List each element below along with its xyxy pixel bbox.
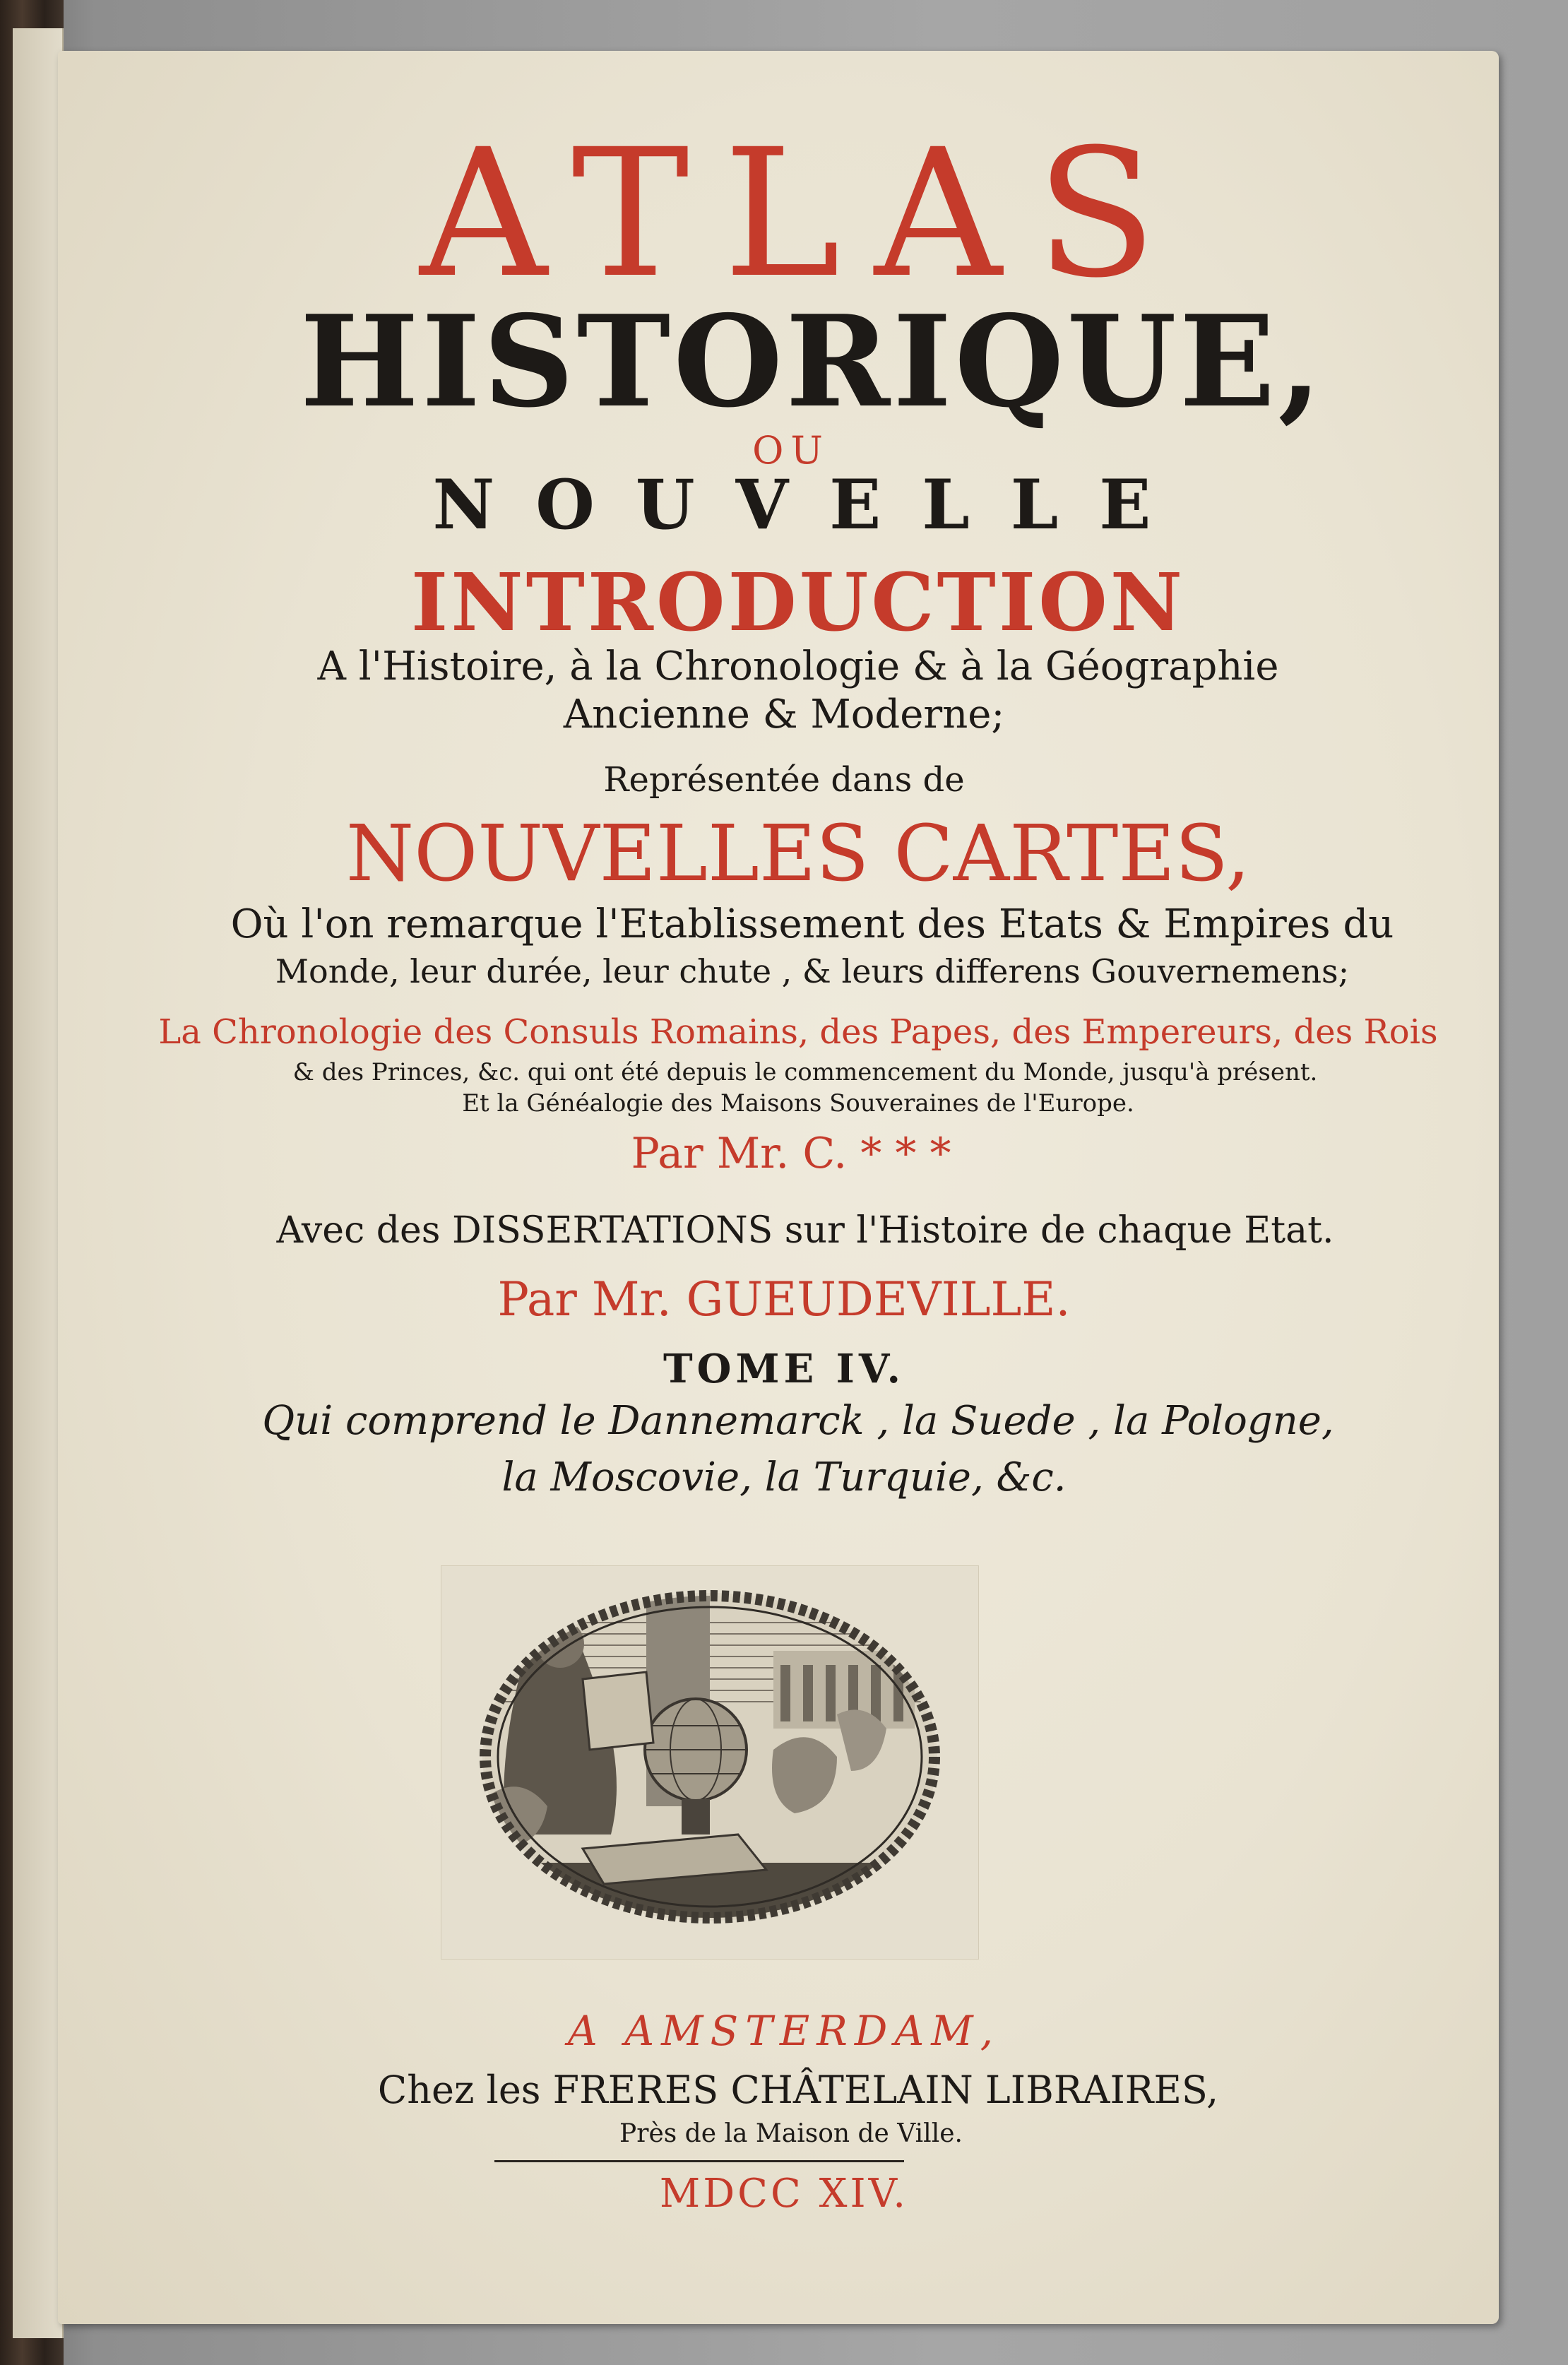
contents-line-1: Qui comprend le Dannemarck , la Suede , la Pologne, bbox=[262, 1398, 1334, 1444]
description-line-2: Monde, leur durée, leur chute , & leurs differens Gouvernemens; bbox=[275, 952, 1350, 990]
author-line-1: Par Mr. C. * * * bbox=[631, 1129, 951, 1178]
imprint-city: A AMSTERDAM, bbox=[567, 2007, 1001, 2055]
imprint-address: Près de la Maison de Ville. bbox=[619, 2119, 963, 2148]
subtitle-line-2: Ancienne & Moderne; bbox=[563, 692, 1005, 737]
chronology-line: La Chronologie des Consuls Romains, des Papes, des Empereurs, des Rois bbox=[158, 1012, 1438, 1052]
dissertations-line: Avec des DISSERTATIONS sur l'Histoire de chaque Etat. bbox=[276, 1209, 1334, 1252]
subtitle-line-1: A l'Histoire, à la Chronologie & à la Géographie bbox=[317, 644, 1279, 689]
engraved-vignette bbox=[441, 1565, 979, 1960]
imprint-publisher: Chez les FRERES CHÂTELAIN LIBRAIRES, bbox=[377, 2068, 1219, 2112]
title-nouvelle: NOUVELLE bbox=[432, 465, 1192, 545]
title-atlas: ATLAS bbox=[420, 111, 1191, 316]
contents-line-2: la Moscovie, la Turquie, &c. bbox=[501, 1454, 1067, 1500]
volume-number: TOME IV. bbox=[663, 1346, 905, 1392]
title-introduction: INTRODUCTION bbox=[410, 557, 1186, 649]
title-historique: HISTORIQUE, bbox=[299, 288, 1325, 435]
maps-heading: NOUVELLES CARTES, bbox=[345, 808, 1251, 899]
title-connector-ou: OU bbox=[752, 428, 830, 473]
represented-line: Représentée dans de bbox=[603, 760, 965, 800]
princes-line: & des Princes, &c. qui ont été depuis le commencement du Monde, jusqu'à présent. bbox=[292, 1058, 1318, 1086]
imprint-year: MDCC XIV. bbox=[659, 2171, 909, 2217]
description-line-1: Où l'on remarque l'Etablissement des Etats & Empires du bbox=[230, 901, 1394, 947]
genealogy-line: Et la Généalogie des Maisons Souveraines de l'Europe. bbox=[462, 1089, 1134, 1118]
imprint-rule bbox=[494, 2160, 904, 2162]
author-line-2: Par Mr. GUEUDEVILLE. bbox=[497, 1272, 1071, 1327]
